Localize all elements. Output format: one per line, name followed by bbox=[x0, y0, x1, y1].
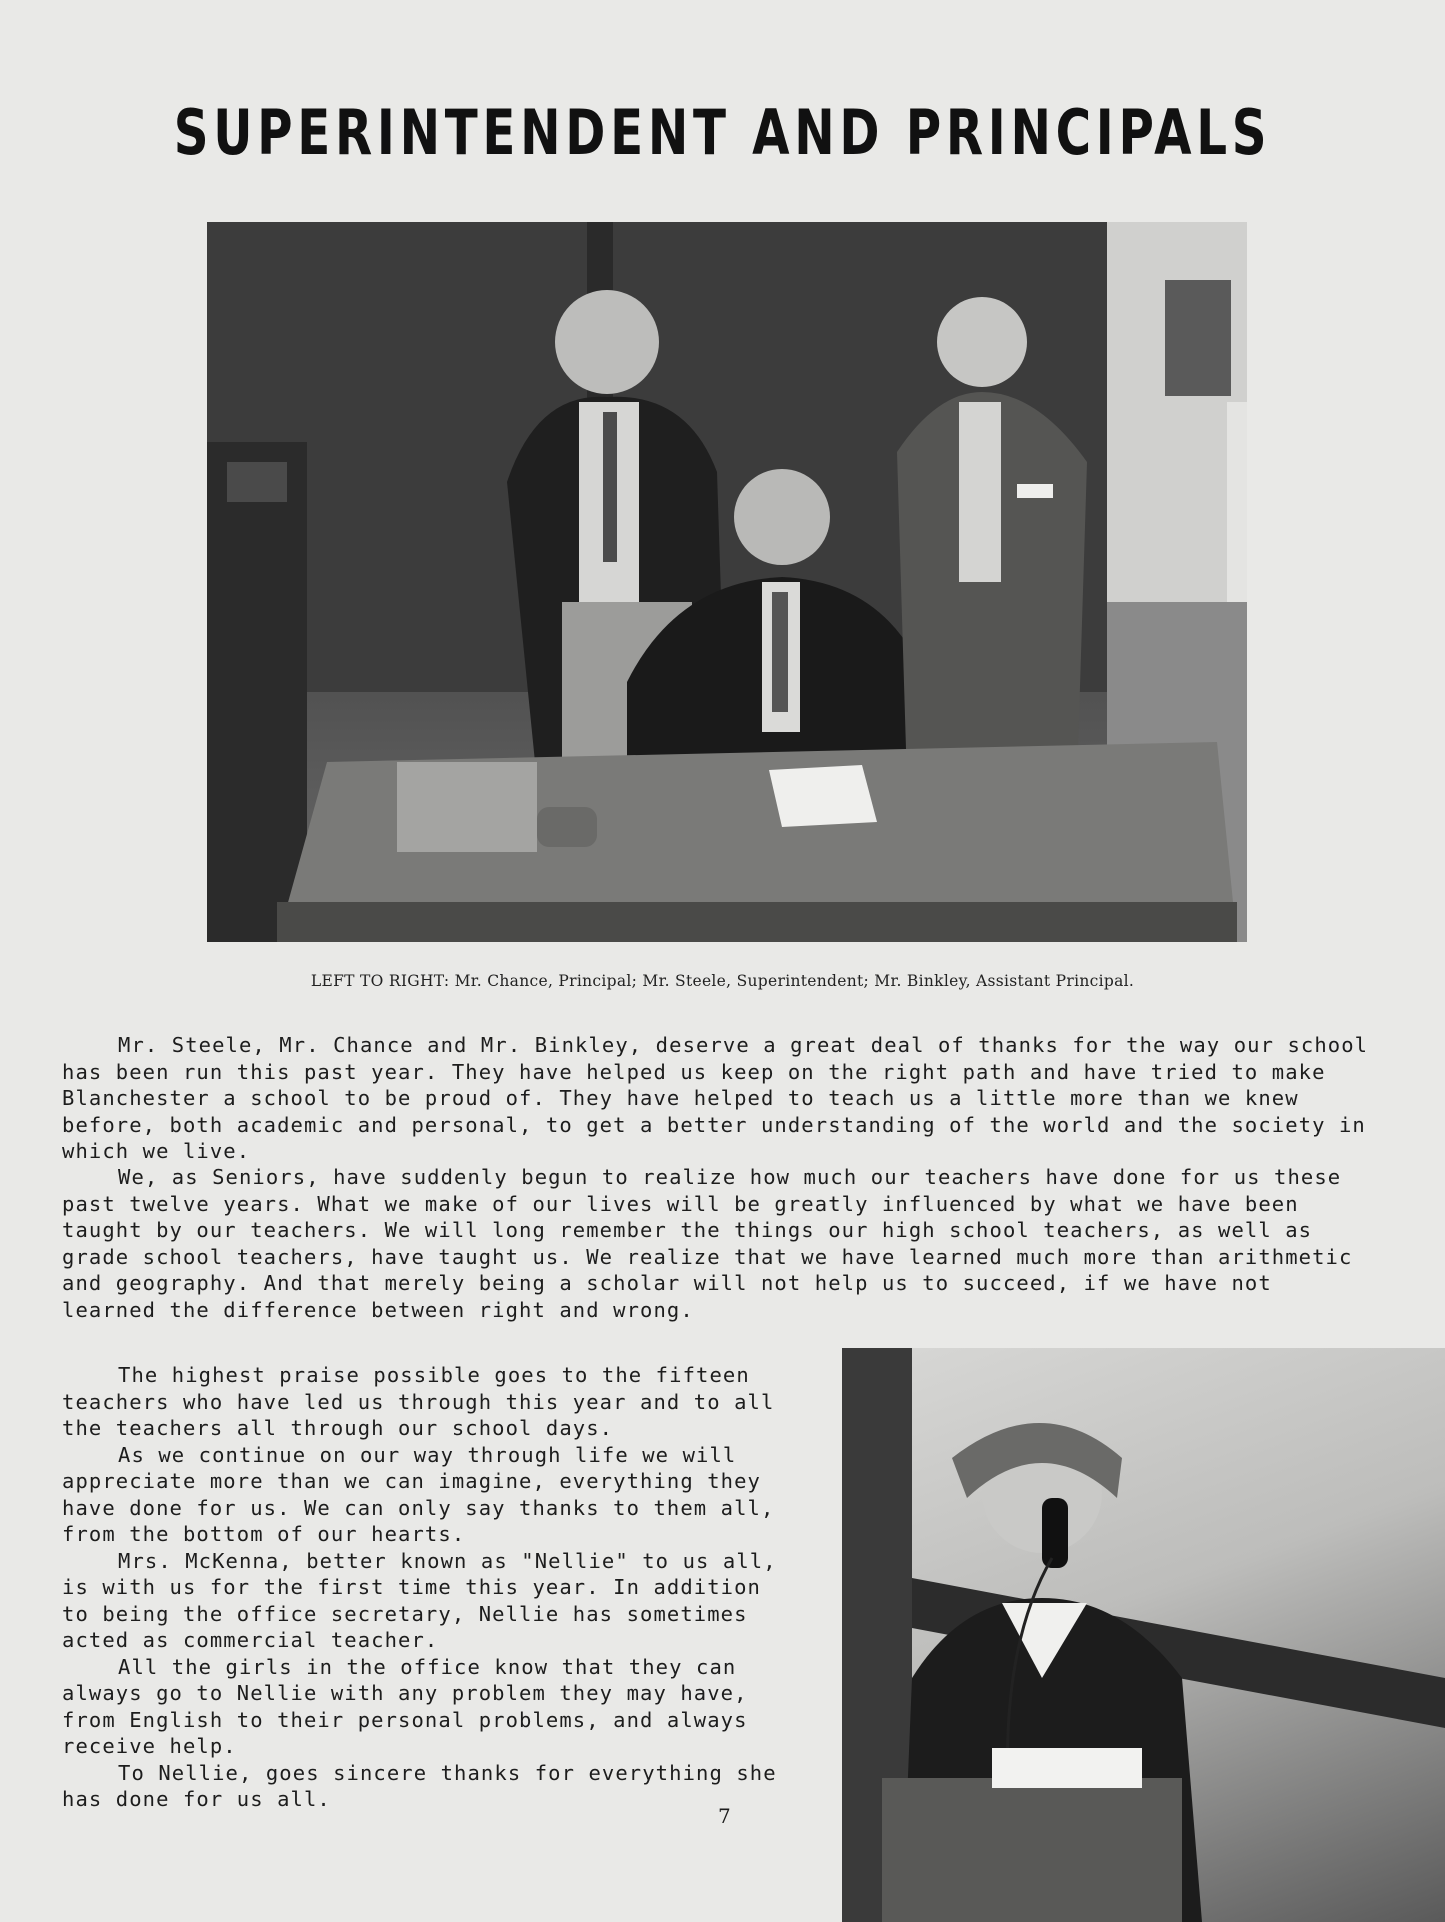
paragraph: Mr. Steele, Mr. Chance and Mr. Binkley, deserve a great deal of thanks for the way our school has been run this past year. They have helped us keep on the right path and have tried to make Blanchester a school to be proud of. They have helped to teach us a little more than we knew before, both academic and personal, to get a better understanding of the world and the society in which we live. bbox=[62, 1033, 1369, 1163]
secretary-photo bbox=[842, 1348, 1445, 1922]
paragraph: We, as Seniors, have suddenly begun to realize how much our teachers have done for us these past twelve years. What we make of our lives will be greatly influenced by what we have been taught by our teachers. We will long remember the things our high school teachers, as well as grade school teachers, have taught us. We realize that we have learned much more than arithmetic and geography. And that merely being a scholar will not help us to succeed, if we have not learned the difference between right and wrong. bbox=[62, 1165, 1353, 1322]
page-title: SUPERINTENDENT AND PRINCIPALS bbox=[173, 96, 1272, 169]
paragraph: All the girls in the office know that they can always go to Nellie with any problem they may have, from English to their personal problems, and always receive help. bbox=[62, 1654, 748, 1758]
secretary-photo-illustration bbox=[842, 1348, 1445, 1922]
photo-caption: LEFT TO RIGHT: Mr. Chance, Principal; Mr. Steele, Superintendent; Mr. Binkley, Assistant Principal. bbox=[310, 972, 1135, 990]
article-text-wide-2 bbox=[62, 1164, 1374, 1323]
paragraph: The highest praise possible goes to the fifteen teachers who have led us through this year and to all the teachers all through our school days. bbox=[62, 1363, 775, 1440]
paragraph: As we continue on our way through life we will appreciate more than we can imagine, everything they have done for us. We can only say thanks to them all, from the bottom of our hearts. bbox=[62, 1442, 775, 1546]
article-text-wide bbox=[62, 1032, 1374, 1165]
administrators-photo bbox=[207, 222, 1247, 942]
page-number: 7 bbox=[718, 1804, 731, 1828]
paragraph: To Nellie, goes sincere thanks for everything she has done for us all. bbox=[62, 1760, 777, 1811]
article-text-narrow bbox=[62, 1362, 782, 1813]
administrators-photo-illustration bbox=[207, 222, 1247, 942]
paragraph: Mrs. McKenna, better known as "Nellie" to us all, is with us for the first time this year. In addition to being the office secretary, Nellie has sometimes acted as commercial teacher. bbox=[62, 1548, 777, 1652]
